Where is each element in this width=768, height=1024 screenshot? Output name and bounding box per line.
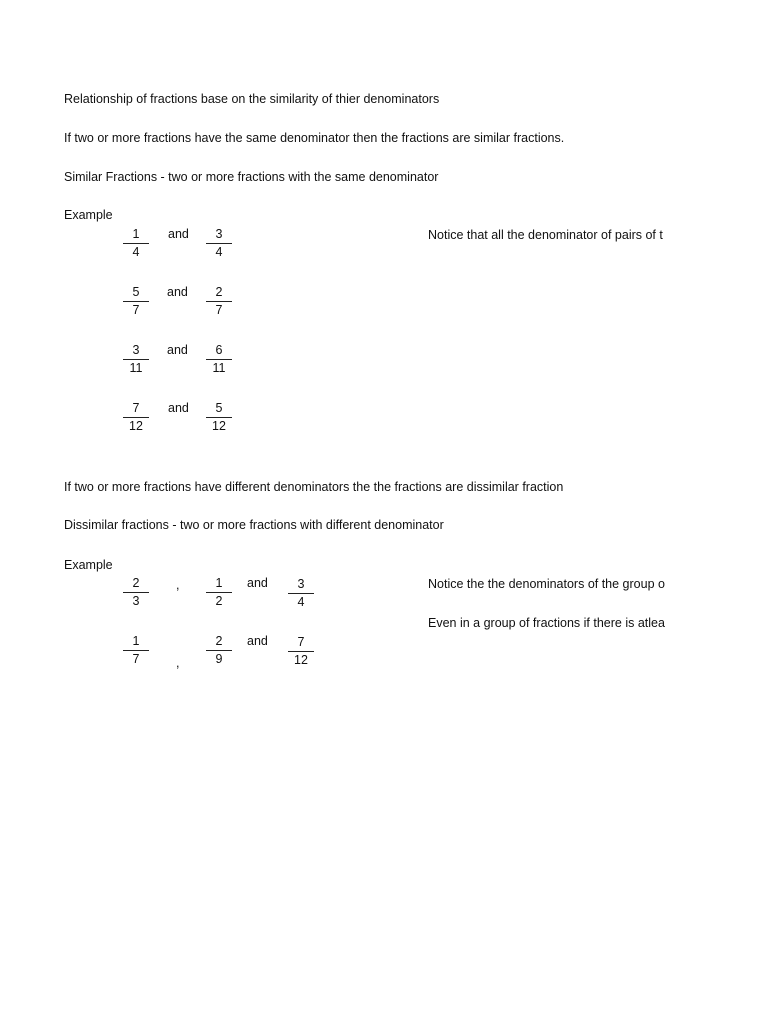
numerator: 1 (215, 576, 223, 590)
fraction-bar (206, 592, 232, 593)
numerator: 7 (297, 635, 305, 649)
fraction (206, 227, 232, 261)
denominator: 11 (129, 361, 143, 375)
fraction (123, 285, 149, 319)
example-label-2: Example (64, 558, 113, 572)
numerator: 3 (132, 343, 140, 357)
fraction (123, 227, 149, 261)
denominator: 2 (215, 594, 223, 608)
fraction-bar (206, 417, 232, 418)
denominator: 7 (132, 652, 140, 666)
numerator: 5 (132, 285, 140, 299)
fraction-bar (123, 417, 149, 418)
fraction (206, 285, 232, 319)
denominator: 4 (297, 595, 305, 609)
fraction-bar (288, 593, 314, 594)
and-label: and (247, 576, 268, 590)
denominator: 12 (212, 419, 226, 433)
fraction-bar (206, 359, 232, 360)
fraction-bar (206, 301, 232, 302)
dissimilar-note-text-2: Even in a group of fractions if there is atlea (428, 616, 665, 630)
fraction (206, 401, 232, 435)
and-label: and (168, 227, 189, 241)
fraction-bar (123, 301, 149, 302)
comma-separator: , (176, 578, 180, 592)
fraction-bar (206, 650, 232, 651)
fraction-bar (123, 359, 149, 360)
numerator: 5 (215, 401, 223, 415)
numerator: 1 (132, 634, 140, 648)
page-title: Relationship of fractions base on the similarity of thier denominators (64, 92, 440, 106)
denominator: 4 (132, 245, 140, 259)
and-label: and (167, 285, 188, 299)
fraction-bar (123, 650, 149, 651)
denominator: 12 (294, 653, 308, 667)
numerator: 1 (132, 227, 140, 241)
denominator: 3 (132, 594, 140, 608)
fraction (123, 576, 149, 610)
numerator: 3 (215, 227, 223, 241)
numerator: 2 (215, 634, 223, 648)
numerator: 3 (297, 577, 305, 591)
example-label-1: Example (64, 208, 113, 222)
fraction (206, 634, 232, 668)
numerator: 2 (132, 576, 140, 590)
fraction (206, 343, 232, 377)
fraction-bar (288, 651, 314, 652)
denominator: 7 (132, 303, 140, 317)
denominator: 7 (215, 303, 223, 317)
fraction (206, 576, 232, 610)
fraction (123, 343, 149, 377)
fraction (288, 635, 314, 669)
denominator: 11 (212, 361, 226, 375)
numerator: 7 (132, 401, 140, 415)
fraction (123, 634, 149, 668)
and-label: and (168, 401, 189, 415)
comma-separator: , (176, 656, 180, 670)
denominator: 12 (129, 419, 143, 433)
numerator: 6 (215, 343, 223, 357)
denominator: 4 (215, 245, 223, 259)
fraction-bar (206, 243, 232, 244)
fraction-bar (123, 243, 149, 244)
dissimilar-rule-text: If two or more fractions have different denominators the the fractions are dissimilar fraction (64, 480, 564, 494)
similar-rule-text: If two or more fractions have the same denominator then the fractions are similar fractions. (64, 131, 565, 145)
numerator: 2 (215, 285, 223, 299)
similar-note-text: Notice that all the denominator of pairs of t (428, 228, 663, 242)
dissimilar-definition-text: Dissimilar fractions - two or more fractions with different denominator (64, 518, 444, 532)
fraction (288, 577, 314, 611)
dissimilar-note-text: Notice the the denominators of the group o (428, 577, 665, 591)
fraction-bar (123, 592, 149, 593)
and-label: and (247, 634, 268, 648)
and-label: and (167, 343, 188, 357)
denominator: 9 (215, 652, 223, 666)
fraction (123, 401, 149, 435)
similar-definition-text: Similar Fractions - two or more fractions with the same denominator (64, 170, 439, 184)
